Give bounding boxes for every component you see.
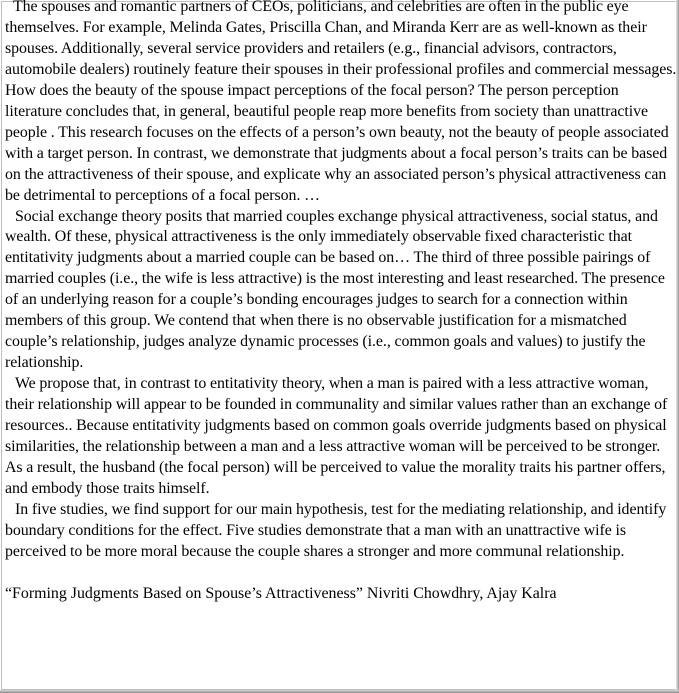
document-body bbox=[5, 0, 677, 605]
citation: “Forming Judgments Based on Spouse’s Attractiveness” Nivriti Chowdhry, Ajay Kalra bbox=[5, 584, 557, 602]
paragraph-proposal: We propose that, in contrast to entitativity theory, when a man is paired with a less attractive woman, their relationship will appear to be founded in communality and similar values rather than an exchange of resources.. Because entitativity judgments based on common goals override judgments based on physical similarities, the relationship between a man and a less attractive woman will be perceived to be stronger. As a result, the husband (the focal person) will be perceived to value the morality traits his partner offers, and embody those traits himself. bbox=[5, 375, 668, 497]
paragraph-intro: The spouses and romantic partners of CEOs, politicians, and celebrities are often in the public eye themselves. For example, Melinda Gates, Priscilla Chan, and Miranda Kerr are as well-known as their spouses. Additionally, several service providers and retailers (e.g., financial advisors, contractors, automobile dealers) routinely feature their spouses in their professional profiles and commercial messages. How does the beauty of the spouse impact perceptions of the focal person? The person perception literature concludes that, in general, beautiful people reap more benefits from society than unattractive people . This research focuses on the effects of a person’s own beauty, not the beauty of people associated with a target person. In contrast, we demonstrate that judgments about a focal person’s traits can be based on the attractiveness of their spouse, and explicate why an associated person’s physical attractiveness can be detrimental to perceptions of a focal person. … bbox=[5, 0, 677, 204]
paragraph-social-exchange: Social exchange theory posits that married couples exchange physical attractiveness, social status, and wealth. Of these, physical attractiveness is the only immediately observable fixed characteristic that entitativity judgments about a married couple can be based on… The third of three possible pairings of married couples (i.e., the wife is less attractive) is the most interesting and least researched. The presence of an underlying reason for a couple’s bonding encourages judges to search for a connection within members of this group. We contend that when there is no observable justification for a mismatched couple’s relationship, judges analyze dynamic processes (i.e., common goals and values) to justify the relationship. bbox=[5, 207, 665, 372]
paragraph-findings: In five studies, we find support for our main hypothesis, test for the mediating relationship, and identify boundary conditions for the effect. Five studies demonstrate that a man with an unattractive wife is perceived to be more moral because the couple shares a stronger and more communal relationship. bbox=[5, 500, 667, 560]
blank-line bbox=[5, 563, 677, 584]
